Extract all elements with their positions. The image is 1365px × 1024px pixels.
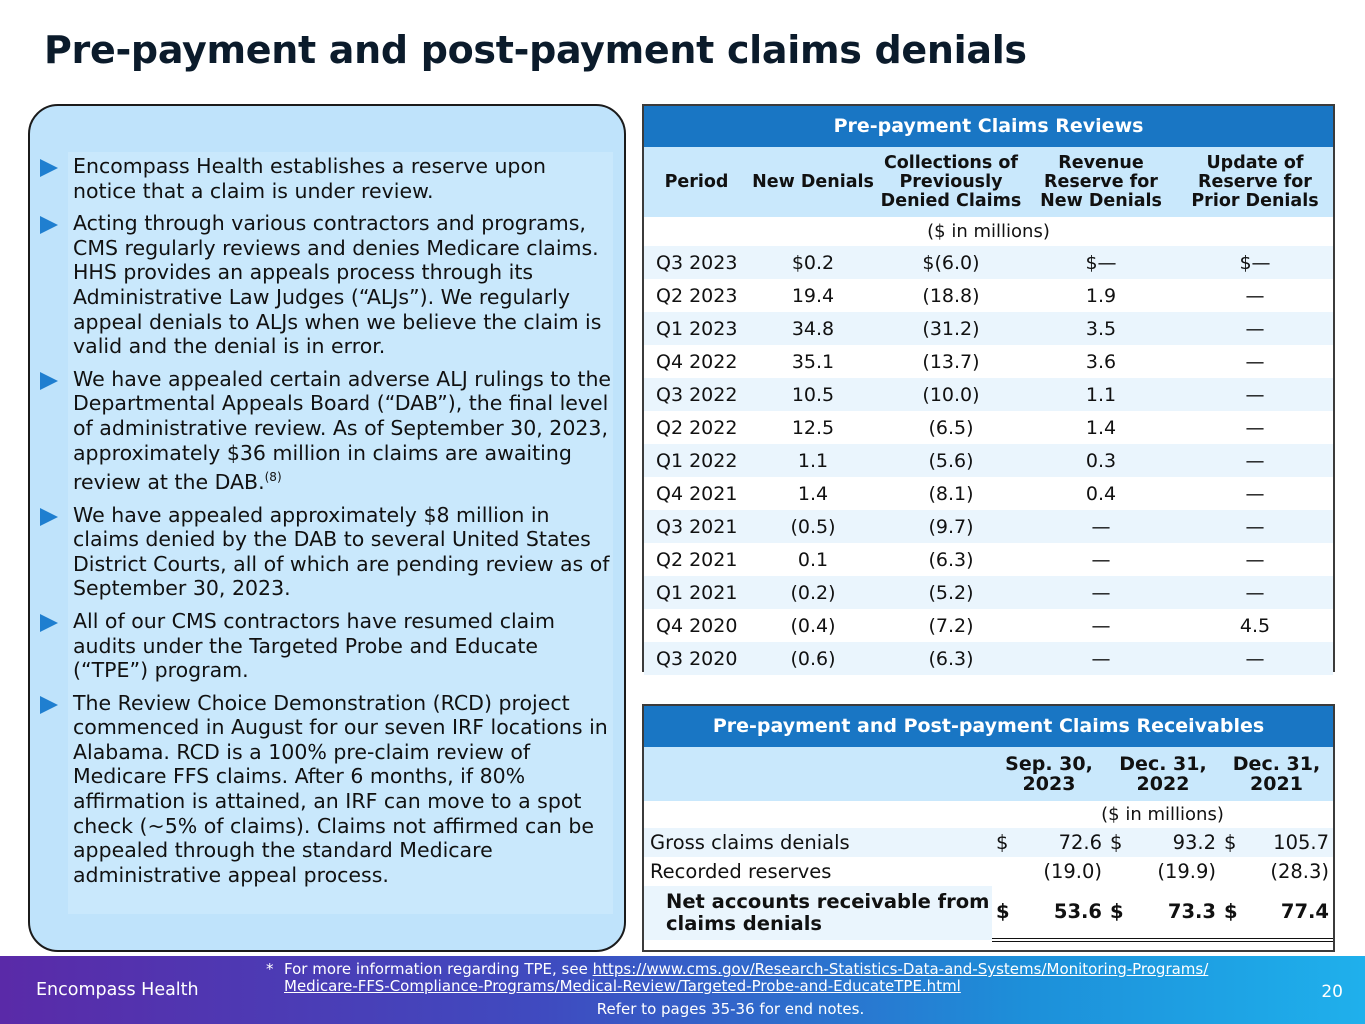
table-cell: (0.2) [749,576,877,609]
table-cell: 35.1 [791,350,835,373]
table-row [644,312,1333,345]
bullet-item: The Review Choice Demonstration (RCD) project commenced in August for our seven IRF locations in Alabama. RCD is a 100% pre-claim review of Medicare FFS claims. After 6 months, if 80% affirmation is attained, an IRF can move to a spot check (~5% of claims). Claims not affirmed can be appealed through the standard Medicare administrative appeal process. [68,691,613,888]
reviews-table-grid [644,147,1333,675]
units-label: ($ in millions) [644,217,1333,246]
bullet-item: All of our CMS contractors have resumed claim audits under the Targeted Probe and Educate (“TPE”) program. [68,609,613,683]
table-cell: — [1091,614,1111,637]
table-row [644,378,1333,411]
claims-receivables-table [642,704,1335,952]
table-cell: 0.3 [1025,444,1177,477]
table-cell: (5.2) [877,576,1025,609]
table-title: Pre-payment and Post-payment Claims Receivables [644,706,1333,747]
table-cell: 0.4 [1085,482,1117,505]
table-cell: (6.5) [928,416,974,439]
column-header: Revenue Reserve for New Denials [1025,147,1177,217]
table-cell: (7.2) [928,614,974,637]
units-label: ($ in millions) [1101,804,1224,825]
table-cell: Q2 2022 [656,416,738,439]
table-cell: — [1177,312,1333,345]
table-cell: — [1025,576,1177,609]
table-row [644,510,1333,543]
table-cell: — [1245,284,1265,307]
bullet-arrow-icon [40,216,58,234]
column-header: Update of Reserve for Prior Denials [1177,147,1333,217]
table-cell: — [1245,416,1265,439]
page-number: 20 [1321,982,1343,1002]
table-cell: — [1245,482,1265,505]
table-row [644,477,1333,510]
bullet-arrow-icon [40,508,58,526]
bullet-item: Acting through various contractors and programs, CMS regularly reviews and denies Medicare claims. HHS provides an appeals process through its Administrative Law Judges (“ALJs”). We regularly appeal denials to ALJs when we believe the claim is valid and the denial is in error. [68,211,613,359]
footnote-marker: * [266,960,274,978]
table-cell: (10.0) [877,378,1025,411]
table-row [644,411,1333,444]
table-cell: Q4 2021 [656,482,738,505]
bullet-item: We have appealed certain adverse ALJ rulings to the Departmental Appeals Board (“DAB”), the final level of administrative review. As of September 30, 2023, approximately $36 million in claims are awaiting review at the DAB.$^{(8)}$ [68,367,613,495]
end-notes-reference: Refer to pages 35-36 for end notes. [596,1000,865,1018]
bullet-arrow-icon [40,614,58,632]
table-cell: Q2 2021 [656,548,738,571]
column-header: New Denials [749,147,877,217]
bullet-arrow-icon [40,159,58,177]
table-cell: 4.5 [1239,614,1271,637]
table-cell: Q3 2021 [644,510,749,543]
table-cell: $0.2 [749,246,877,279]
footnote-text: For more information regarding TPE, see [284,960,593,978]
tpe-link-continued[interactable]: Medicare-FFS-Compliance-Programs/Medical-Review/Targeted-Probe-and-EducateTPE.html [284,977,961,995]
column-header: Dec. 31, 2022 [1106,747,1220,801]
table-cell: Q1 2021 [644,576,749,609]
column-header: Sep. 30, 2023 [992,747,1106,801]
table-cell: 1.1 [1025,378,1177,411]
table-cell: — [1025,642,1177,675]
table-cell: 1.4 [1085,416,1117,439]
bullet-item: We have appealed approximately $8 million in claims denied by the DAB to several United States District Courts, all of which are pending review as of September 30, 2023. [68,503,613,601]
table-cell: (0.6) [749,642,877,675]
bullet-arrow-icon [40,372,58,390]
table-cell: (13.7) [922,350,980,373]
table-cell: (8.1) [928,482,974,505]
table-cell: 0.1 [797,548,829,571]
bullet-arrow-icon [40,696,58,714]
brand-name: Encompass Health [36,980,199,1000]
table-cell: Q1 2023 [644,312,749,345]
table-row [644,345,1333,378]
table-cell: — [1025,510,1177,543]
table-cell: (18.8) [922,284,980,307]
endnote-ref: (8) [264,470,282,485]
bullet-list [68,152,613,914]
table-cell: (6.3) [877,642,1025,675]
table-row [644,576,1333,609]
table-cell: 12.5 [791,416,835,439]
table-cell: Q1 2022 [644,444,749,477]
table-cell: Q3 2020 [644,642,749,675]
table-cell: Q4 2022 [656,350,738,373]
table-row [644,279,1333,312]
table-cell: (31.2) [877,312,1025,345]
column-header-blank [644,747,992,801]
table-cell: 3.5 [1025,312,1177,345]
table-cell: Q3 2023 [644,246,749,279]
tpe-link[interactable]: https://www.cms.gov/Research-Statistics-Data-and-Systems/Monitoring-Programs/ [592,960,1209,978]
table-cell: 34.8 [749,312,877,345]
table-cell: (0.4) [790,614,836,637]
table-row: Net accounts receivable from claims denials $ 53.6 $ 73.3 $ 77.4 [644,886,1333,940]
table-row [644,609,1333,642]
table-cell: (0.5) [749,510,877,543]
table-cell: (5.6) [877,444,1025,477]
table-cell: (9.7) [877,510,1025,543]
table-cell: 1.1 [749,444,877,477]
table-row [644,444,1333,477]
table-cell: 19.4 [791,284,835,307]
table-cell: $— [1177,246,1333,279]
table-cell: — [1177,510,1333,543]
table-cell: — [1177,576,1333,609]
table-cell: 10.5 [749,378,877,411]
table-cell: Q2 2023 [656,284,738,307]
column-header: Collections of Previously Denied Claims [877,147,1025,217]
column-header: Period [644,147,749,217]
table-title: Pre-payment Claims Reviews [644,106,1333,147]
table-row: Gross claims denials $ 72.6 $ 93.2 $ 105.7 [644,828,1333,857]
table-cell: Q3 2022 [644,378,749,411]
table-row [644,543,1333,576]
table-cell: (6.3) [928,548,974,571]
table-cell: — [1245,350,1265,373]
table-cell: $— [1025,246,1177,279]
table-cell: — [1177,642,1333,675]
table-cell: — [1091,548,1111,571]
table-cell: — [1177,378,1333,411]
column-header: Dec. 31, 2021 [1220,747,1333,801]
table-cell: 3.6 [1085,350,1117,373]
pre-payment-reviews-table [642,104,1335,672]
table-row [644,642,1333,675]
receivables-table-grid [644,747,1333,942]
page-title: Pre-payment and post-payment claims denials [44,28,1027,72]
bullet-item: Encompass Health establishes a reserve upon notice that a claim is under review. [68,154,613,203]
table-cell: — [1245,548,1265,571]
table-cell: — [1177,444,1333,477]
table-row: Recorded reserves (19.0) (19.9) (28.3) [650,860,1329,883]
table-cell: 1.9 [1085,284,1117,307]
table-row [644,246,1333,279]
table-cell: 1.4 [797,482,829,505]
table-cell: Q4 2020 [656,614,738,637]
table-cell: $(6.0) [877,246,1025,279]
